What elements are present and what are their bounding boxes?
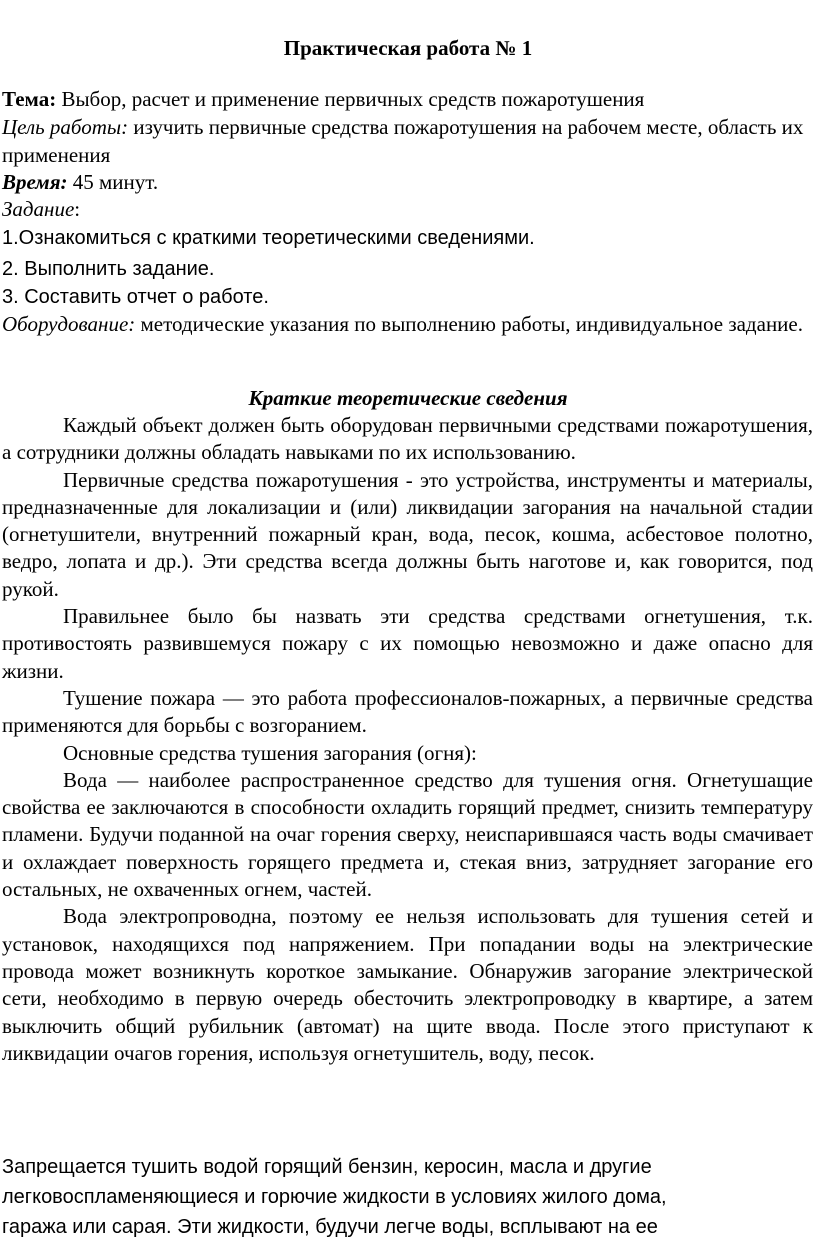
paragraph-7: Вода электропроводна, поэтому ее нельзя использовать для тушения сетей и установок, находящихся под напряжением. При попадании воды на электрические провода может возникнуть короткое замыкание. Обнаружив загорание электрической сети, необходимо в первую очередь обесточить электропроводку в квартире, а затем выключить общий рубильник (автомат) на щите ввода. После этого приступают к ликвидации очагов горения, используя огнетушитель, воду, песок. <box>2 904 813 1065</box>
time-label: Время: <box>2 170 68 194</box>
final-paragraph <box>2 1152 813 1242</box>
paragraph-3: Правильнее было бы назвать эти средства средствами огнетушения, т.к. противостоять развившемуся пожару с их помощью невозможно и даже опасно для жизни. <box>2 604 813 683</box>
task-item-1: 1.Ознакомиться с краткими теоретическими сведениями. <box>2 227 535 249</box>
paragraph-5: Основные средства тушения загорания (огня): <box>63 740 477 765</box>
task-item-3: 3. Составить отчет о работе. <box>2 286 269 308</box>
final-line-1: Запрещается тушить водой горящий бензин, керосин, масла и другие <box>2 1156 652 1178</box>
paragraph-4: Тушение пожара — это работа профессионалов-пожарных, а первичные средства применяются для борьбы с возгоранием. <box>2 685 813 738</box>
goal-block <box>2 113 813 169</box>
paragraph-2: Первичные средства пожаротушения - это устройства, инструменты и материалы, предназначенные для локализации и (или) ликвидации загорания на начальной стадии (огнетушители, внутренний пожарный кран, вода, песок, кошма, асбестовое полотно, ведро, лопата и др.). Эти средства всегда должны быть наготове и, как говорится, под рукой. <box>2 467 813 601</box>
time-text: 45 минут. <box>67 170 159 194</box>
final-line-3: гаража или сарая. Эти жидкости, будучи легче воды, всплывают на ее <box>2 1216 658 1238</box>
task-line <box>2 196 813 223</box>
task-label: Задание <box>2 197 75 221</box>
task-colon: : <box>74 197 81 221</box>
equipment-label: Оборудование: <box>2 312 136 336</box>
goal-text: изучить первичные средства пожаротушения на рабочем месте, область их применения <box>2 115 804 167</box>
equipment-text: методические указания по выполнению работы, индивидуальное задание. <box>135 312 803 336</box>
time-line <box>2 169 813 196</box>
final-line-2: легковоспламеняющиеся и горючие жидкости в условиях жилого дома, <box>2 1186 667 1208</box>
theory-body <box>2 412 813 1067</box>
topic-label: Тема: <box>2 87 57 111</box>
task-item-2: 2. Выполнить задание. <box>2 258 215 280</box>
paragraph-6: Вода — наиболее распространенное средство для тушения огня. Огнетушащие свойства ее заключаются в способности охладить горящий предмет, снизить температуру пламени. Будучи поданной на очаг горения сверху, неиспарившаяся часть воды смачивает и охлаждает поверхность горящего предмета и, стекая вниз, затрудняет загорание его остальных, не охваченных огнем, частей. <box>2 767 813 902</box>
theory-heading: Краткие теоретические сведения <box>248 386 568 410</box>
topic-text: Выбор, расчет и применение первичных средств пожаротушения <box>56 87 645 111</box>
paragraph-1: Каждый объект должен быть оборудован первичными средствами пожаротушения, а сотрудники должны обладать навыками по их использованию. <box>2 413 813 465</box>
goal-label: Цель работы: <box>2 115 129 139</box>
topic-line <box>2 86 813 113</box>
equipment-block <box>2 310 813 338</box>
page-title: Практическая работа № 1 <box>283 36 533 60</box>
